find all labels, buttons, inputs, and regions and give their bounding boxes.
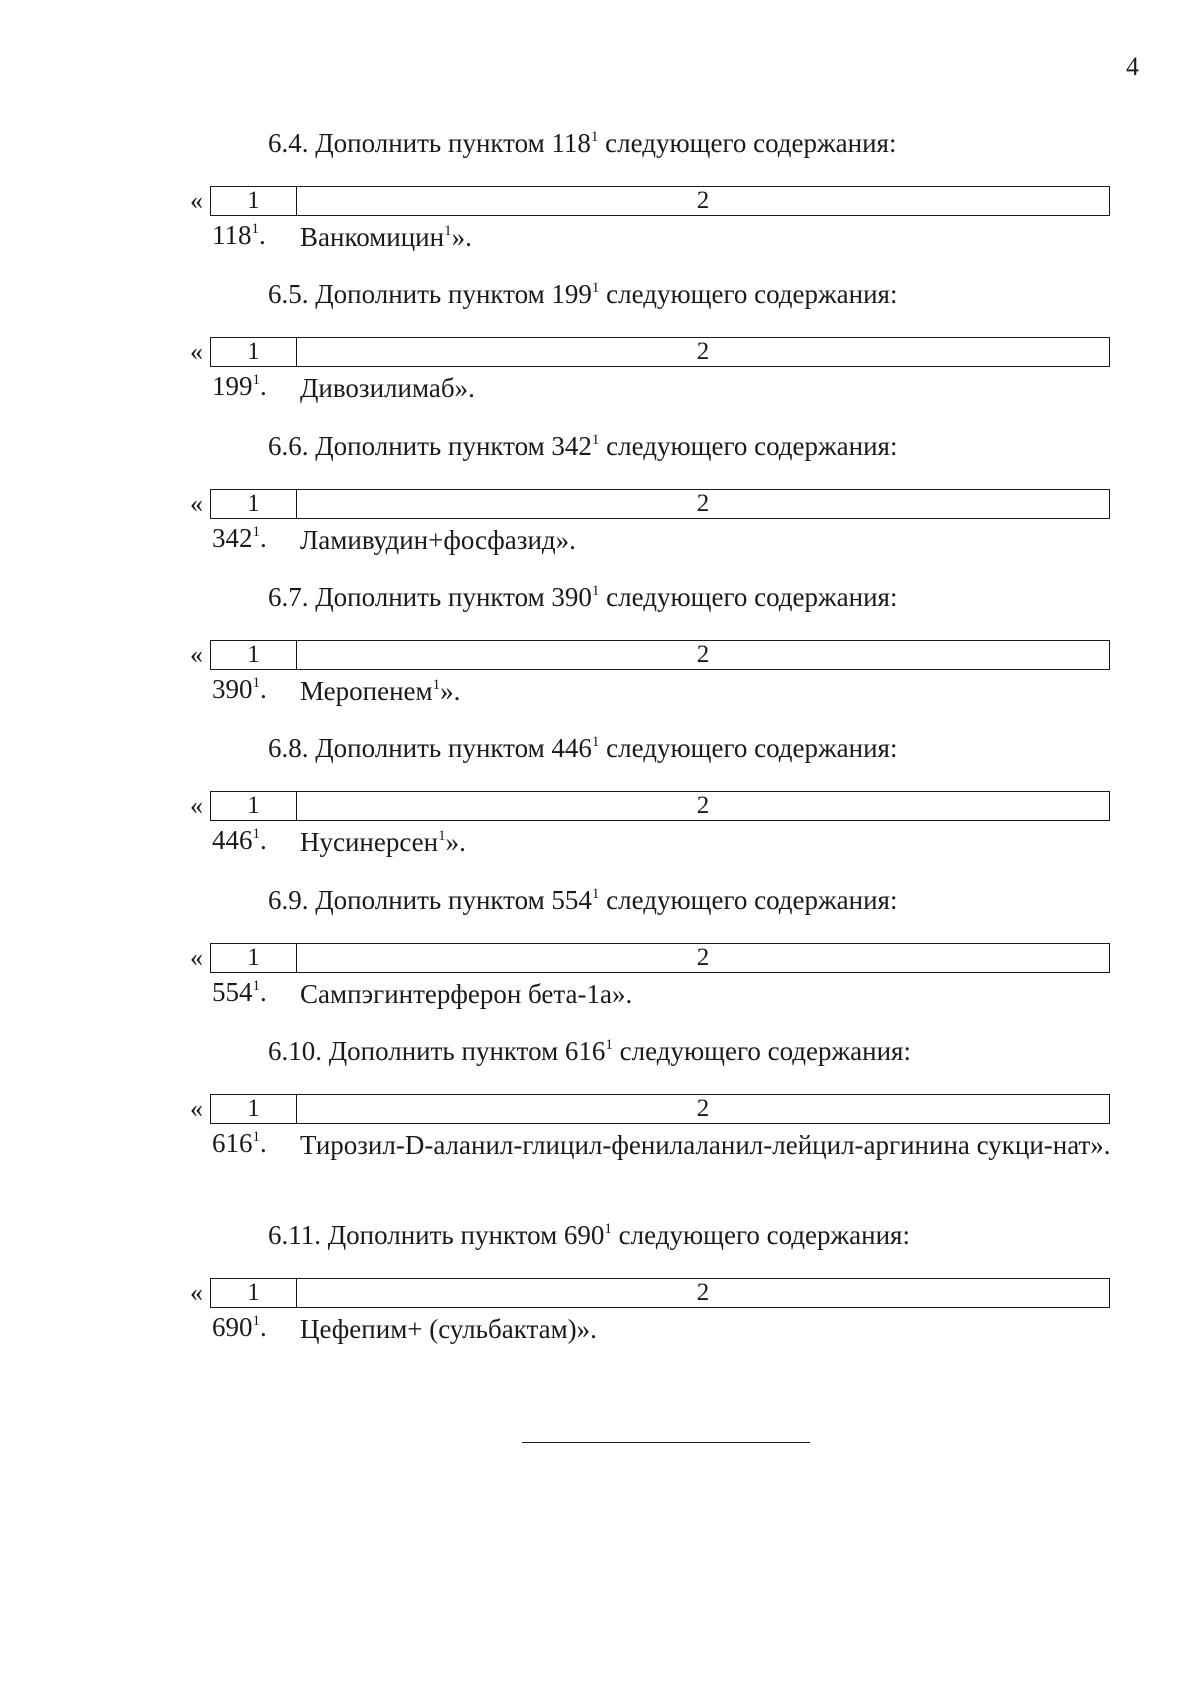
table-col2-header: 2 [696, 187, 710, 214]
table-col1-header: 1 [211, 792, 297, 820]
table-col2-header: 2 [696, 944, 710, 971]
amendment-entry [212, 371, 475, 410]
entry-text: Сампэгинтерферон бета-1а». [300, 979, 633, 1009]
entry-number: $554^1$. [212, 977, 267, 1007]
table-header-row [210, 1094, 1110, 1124]
table-col2-header: 2 [696, 1095, 710, 1122]
opening-quote: « [190, 489, 203, 518]
table-col2-header: 2 [696, 490, 710, 517]
opening-quote: « [190, 943, 203, 972]
table-header-row [210, 943, 1110, 973]
table-col1-header: 1 [211, 1095, 297, 1123]
amendment-entry [212, 220, 472, 259]
table-header-row [210, 1278, 1110, 1308]
amendment-heading: 6.6. Дополнить пунктом $342^1$ следующего содержания: [268, 431, 898, 461]
opening-quote: « [190, 1094, 203, 1123]
amendment-entry [212, 1128, 1111, 1167]
entry-number: $342^1$. [212, 523, 267, 553]
entry-text: Дивозилимаб». [300, 373, 475, 403]
table-header-row [210, 791, 1110, 821]
opening-quote: « [190, 791, 203, 820]
opening-quote: « [190, 186, 203, 215]
amendment-heading: 6.7. Дополнить пунктом $390^1$ следующего содержания: [268, 582, 898, 612]
table-col1-header: 1 [211, 944, 297, 972]
table-col1-header: 1 [211, 1279, 297, 1307]
amendment-entry [212, 977, 632, 1016]
closing-separator-line [522, 1442, 810, 1443]
entry-text: Нусинерсен$^1$». [300, 827, 466, 857]
table-col2-header: 2 [696, 338, 710, 365]
entry-number: $199^1$. [212, 371, 267, 401]
amendment-heading: 6.11. Дополнить пунктом $690^1$ следующего содержания: [268, 1220, 910, 1250]
amendment-heading: 6.8. Дополнить пунктом $446^1$ следующего содержания: [268, 733, 898, 763]
table-header-row [210, 337, 1110, 367]
opening-quote: « [190, 337, 203, 366]
amendment-entry [212, 674, 460, 713]
amendment-entry [212, 523, 576, 562]
entry-text: Меропенем$^1$». [300, 676, 461, 706]
entry-number: $390^1$. [212, 674, 267, 704]
entry-text: Цефепим+ (сульбактам)». [300, 1314, 597, 1344]
amendment-entry [212, 825, 466, 864]
opening-quote: « [190, 640, 203, 669]
table-col1-header: 1 [211, 641, 297, 669]
table-col2-header: 2 [696, 1279, 710, 1306]
amendment-heading: 6.10. Дополнить пунктом $616^1$ следующего содержания: [268, 1036, 911, 1066]
amendment-heading: 6.5. Дополнить пунктом $199^1$ следующего содержания: [268, 279, 898, 309]
table-header-row [210, 489, 1110, 519]
entry-text: Ванкомицин$^1$». [300, 222, 472, 252]
table-header-row [210, 640, 1110, 670]
table-col1-header: 1 [211, 187, 297, 215]
page-number: 4 [1126, 52, 1139, 81]
entry-number: $446^1$. [212, 825, 267, 855]
entry-number: $616^1$. [212, 1128, 267, 1158]
amendment-heading: 6.4. Дополнить пунктом $118^1$ следующего содержания: [268, 128, 897, 158]
entry-text: Ламивудин+фосфазид». [300, 525, 576, 555]
amendment-heading: 6.9. Дополнить пунктом $554^1$ следующего содержания: [268, 885, 898, 915]
entry-number: $118^1$. [212, 220, 266, 250]
table-col1-header: 1 [211, 338, 297, 366]
opening-quote: « [190, 1278, 203, 1307]
table-col2-header: 2 [696, 641, 710, 668]
table-header-row [210, 186, 1110, 216]
amendment-entry [212, 1312, 597, 1351]
entry-number: $690^1$. [212, 1312, 267, 1342]
table-col2-header: 2 [696, 792, 710, 819]
entry-text: Тирозил-D-аланил-глицил-фенилаланил-лейцил-аргинина сукци-нат». [300, 1130, 1111, 1160]
table-col1-header: 1 [211, 490, 297, 518]
